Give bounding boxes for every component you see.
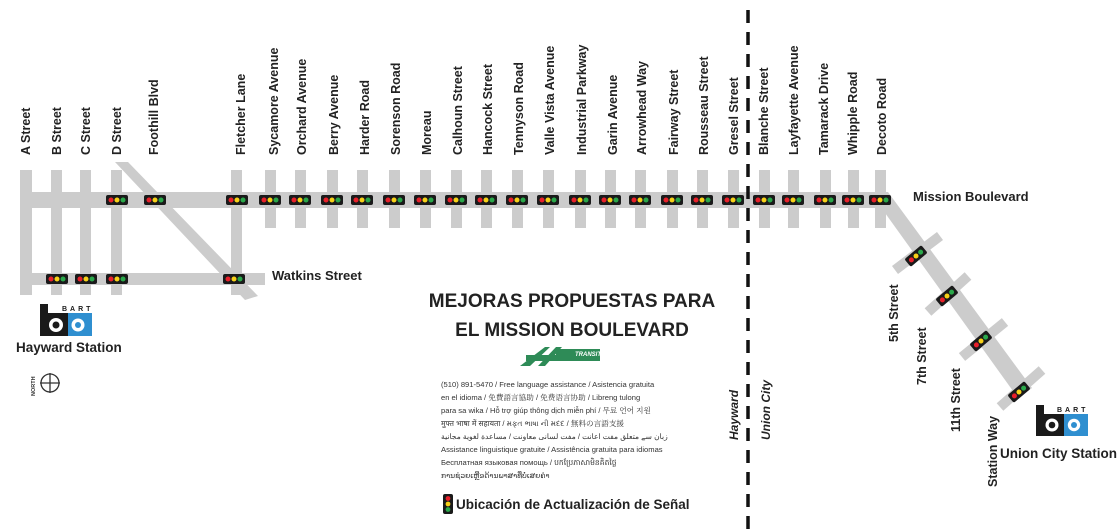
street-label-harder-road: Harder Road xyxy=(358,79,372,155)
language-assistance-line: Бесплатная языковая помощь / បកប្រែភាសាមិនគិតថ្លៃ xyxy=(441,458,617,467)
street-label-decoto-road: Decoto Road xyxy=(875,77,889,155)
street-label-calhoun-street: Calhoun Street xyxy=(451,66,465,155)
street-label-tamarack-drive: Tamarack Drive xyxy=(817,62,831,155)
signal-marker xyxy=(599,195,621,205)
language-assistance-line: en el idioma / 免費語言協助 / 免费语言协助 / Libreng tulong xyxy=(441,393,641,402)
signal-marker xyxy=(383,195,405,205)
signal-marker xyxy=(351,195,373,205)
5th-street-label: 5th Street xyxy=(887,284,901,342)
signal-marker xyxy=(782,195,804,205)
union-city-station-label: Union City Station xyxy=(1000,446,1117,461)
street-label-moreau: Moreau xyxy=(420,110,434,155)
signal-marker xyxy=(506,195,528,205)
signal-marker xyxy=(661,195,683,205)
signal-marker xyxy=(321,195,343,205)
signal-marker xyxy=(691,195,713,205)
language-assistance-line: मुफ्त भाषा में सहायता / મફત ભાષા ની મદદ / 無料の言語支援 xyxy=(441,419,625,428)
street-label-orchard-avenue: Orchard Avenue xyxy=(295,58,309,155)
signal-marker xyxy=(106,195,128,205)
signal-marker xyxy=(569,195,591,205)
title-line-1: MEJORAS PROPUESTAS PARA xyxy=(428,291,716,312)
signal-marker xyxy=(106,274,128,284)
street-label-fletcher-lane: Fletcher Lane xyxy=(234,73,248,155)
street-label-layfayette-avenue: Layfayette Avenue xyxy=(787,45,801,155)
union-city-bart-wordmark: BART xyxy=(1057,407,1089,414)
street-label-sorenson-road: Sorenson Road xyxy=(389,62,403,155)
hayward-bart-logo xyxy=(40,304,93,336)
legend xyxy=(443,494,690,514)
language-assistance-line: para sa wika / Hỗ trợ giúp thông dịch miễn phí / 무료 언어 지원 xyxy=(441,406,651,415)
signal-marker xyxy=(259,195,281,205)
street-label-whipple-road: Whipple Road xyxy=(846,71,860,155)
language-assistance-block xyxy=(441,380,668,481)
signal-marker xyxy=(869,195,891,205)
mission-boulevard-label: Mission Boulevard xyxy=(913,189,1029,204)
11th-street-label: 11th Street xyxy=(949,368,963,432)
signal-marker xyxy=(475,195,497,205)
signal-marker xyxy=(814,195,836,205)
language-assistance-line: (510) 891-5470 / Free language assistance / Asistencia gratuita xyxy=(441,380,655,389)
signal-marker xyxy=(223,274,245,284)
street-label-sycamore-avenue: Sycamore Avenue xyxy=(267,47,281,155)
signal-marker xyxy=(753,195,775,205)
union-city-boundary-label: Union City xyxy=(759,380,773,440)
signal-marker xyxy=(289,195,311,205)
north-label: NORTH xyxy=(31,376,37,396)
legend-label: Ubicación de Actualización de Señal xyxy=(456,497,690,512)
street-label-c-street: C Street xyxy=(79,107,93,155)
7th-street-label: 7th Street xyxy=(915,327,929,385)
language-assistance-line: زبان سے متعلق مفت اعانت / مفت لسانی معاونت / مساعدة لغوية مجانية xyxy=(441,432,668,441)
street-label-blanche-street: Blanche Street xyxy=(757,67,771,155)
street-label-valle-vista-avenue: Valle Vista Avenue xyxy=(543,45,557,155)
street-label-b-street: B Street xyxy=(50,107,64,155)
signal-marker xyxy=(722,195,744,205)
street-label-industrial-parkway: Industrial Parkway xyxy=(575,44,589,155)
street-label-a-street: A Street xyxy=(19,107,33,155)
signal-marker xyxy=(226,195,248,205)
street-label-tennyson-road: Tennyson Road xyxy=(512,62,526,155)
signal-marker xyxy=(537,195,559,205)
signal-marker xyxy=(842,195,864,205)
union-city-bart-logo xyxy=(1036,405,1088,436)
hayward-station-label: Hayward Station xyxy=(16,340,122,355)
street-label-foothill-blvd: Foothill Blvd xyxy=(147,79,161,155)
signal-marker xyxy=(46,274,68,284)
a-street-road xyxy=(20,170,32,295)
street-label-rousseau-street: Rousseau Street xyxy=(697,56,711,155)
signal-marker xyxy=(144,195,166,205)
signal-marker xyxy=(75,274,97,284)
ac-transit-logo xyxy=(520,347,602,366)
street-label-hancock-street: Hancock Street xyxy=(481,63,495,155)
signal-marker xyxy=(445,195,467,205)
language-assistance-line: Assistance linguistique gratuite / Assistência gratuita para idiomas xyxy=(441,445,663,454)
street-label-garin-avenue: Garin Avenue xyxy=(606,74,620,155)
street-label-gresel-street: Gresel Street xyxy=(727,77,741,155)
ac-transit-text: TRANSIT xyxy=(575,352,601,358)
street-label-fairway-street: Fairway Street xyxy=(667,69,681,155)
street-label-d-street: D Street xyxy=(110,107,124,155)
north-arrow-icon xyxy=(31,373,60,396)
hayward-boundary-label: Hayward xyxy=(727,389,741,440)
hayward-bart-wordmark: BART xyxy=(62,306,94,313)
signal-marker xyxy=(629,195,651,205)
title-line-2: EL MISSION BOULEVARD xyxy=(455,320,689,341)
street-label-berry-avenue: Berry Avenue xyxy=(327,74,341,155)
station-way-label: Station Way xyxy=(986,415,1000,487)
street-labels xyxy=(19,44,889,155)
language-assistance-line: ການຊ່ວຍເຫຼືອດ້ານພາສາທີ່ບໍ່ເສຍຄ່າ xyxy=(441,471,550,480)
signal-marker xyxy=(414,195,436,205)
watkins-street-label: Watkins Street xyxy=(272,268,362,283)
street-label-arrowhead-way: Arrowhead Way xyxy=(635,60,649,155)
